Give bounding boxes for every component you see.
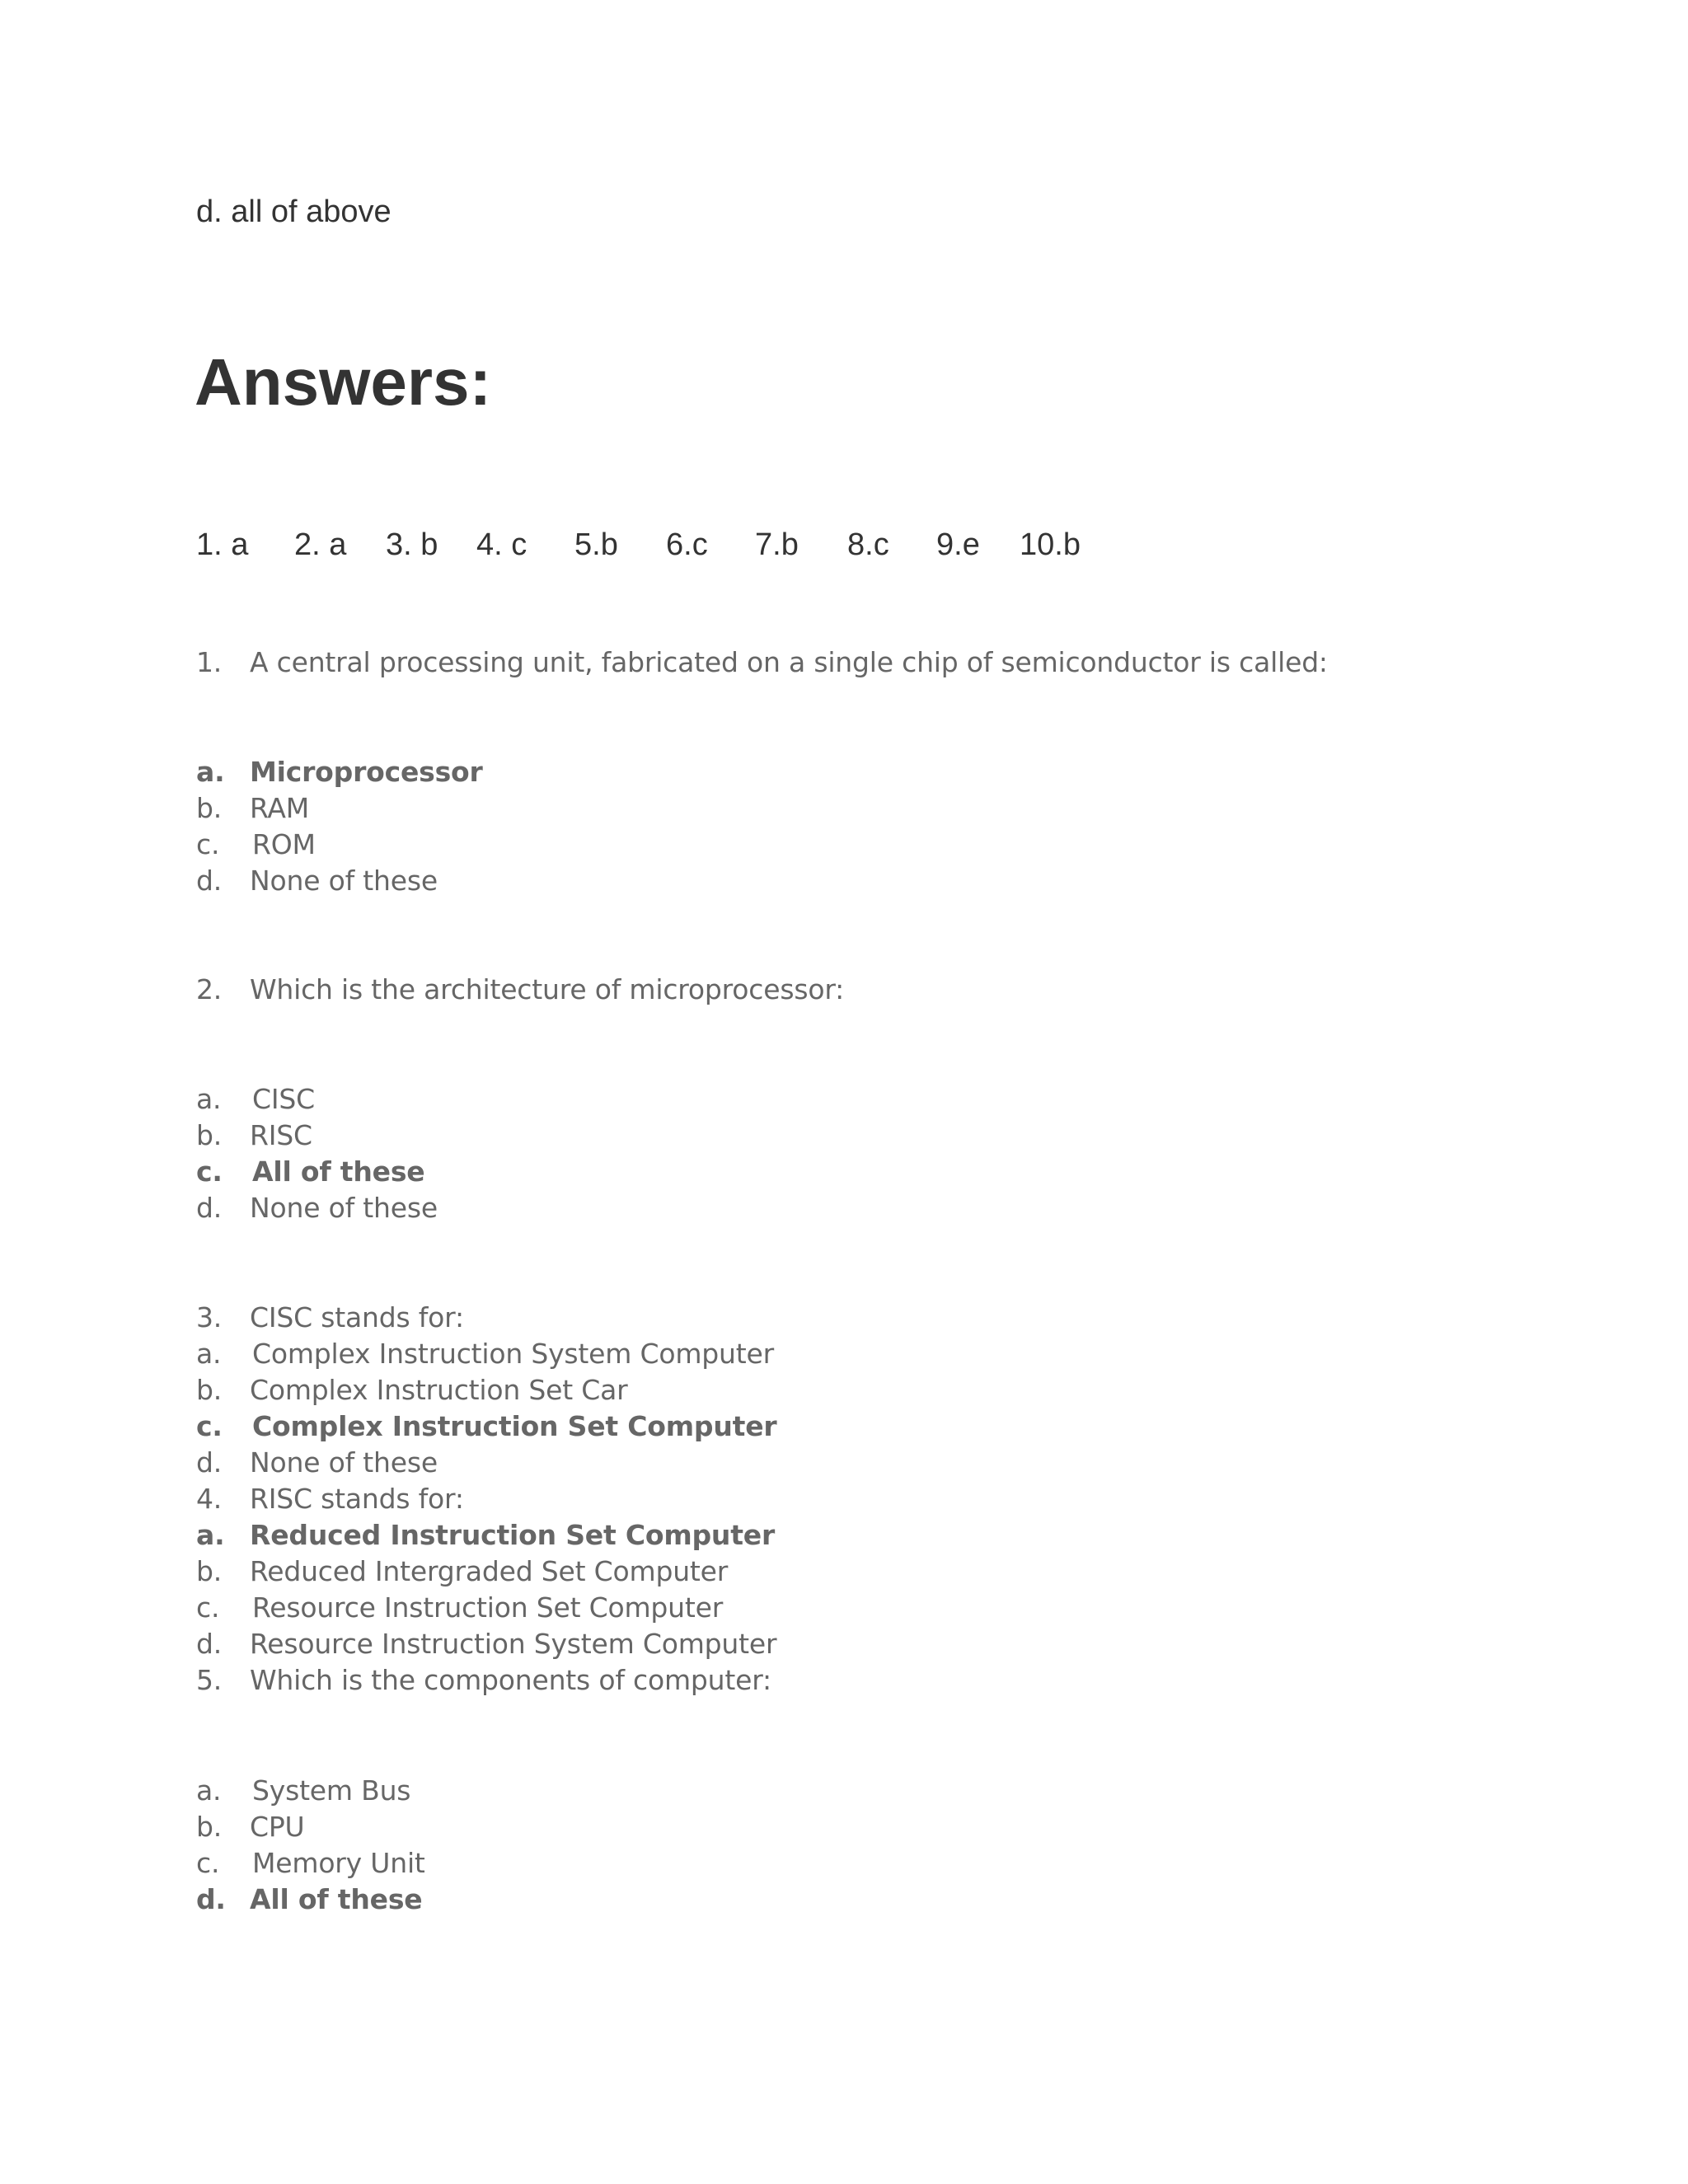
option-marker: b. (196, 792, 223, 824)
option-text: Complex Instruction Set Computer (252, 1410, 777, 1442)
option-marker: a. (196, 1083, 222, 1115)
option-marker: a. (196, 756, 225, 788)
option-text: None of these (250, 865, 438, 897)
option-marker: c. (196, 1591, 220, 1624)
option-text: Memory Unit (252, 1847, 425, 1879)
question-text: A central processing unit, fabricated on a single chip of semiconductor is called: (250, 646, 1328, 678)
option-marker: b. (196, 1555, 223, 1587)
option-marker: b. (196, 1374, 223, 1406)
option-text: RAM (250, 792, 310, 824)
question-number: 2. (196, 973, 223, 1005)
answer-key-item: 2. a (294, 527, 347, 562)
answer-key-item: 5.b (574, 527, 618, 562)
option-marker: c. (196, 1410, 223, 1442)
option-text: Complex Instruction System Computer (252, 1338, 774, 1370)
answer-key-item: 4. c (476, 527, 528, 562)
question-number: 3. (196, 1301, 223, 1333)
answer-key-item: 6.c (666, 527, 708, 562)
option-marker: c. (196, 1155, 223, 1188)
question-text: RISC stands for: (250, 1483, 464, 1515)
question-text: Which is the components of computer: (250, 1664, 771, 1696)
option-text: System Bus (252, 1774, 411, 1807)
option-text: RISC (250, 1119, 312, 1151)
question-number: 1. (196, 646, 223, 678)
option-marker: a. (196, 1519, 225, 1551)
question-text: CISC stands for: (250, 1301, 464, 1333)
question-number: 5. (196, 1664, 223, 1696)
option-marker: b. (196, 1119, 223, 1151)
option-text: All of these (252, 1155, 425, 1188)
option-marker: d. (196, 1192, 223, 1224)
option-marker: d. (196, 1446, 223, 1479)
option-text: Microprocessor (250, 756, 483, 788)
option-text: Resource Instruction Set Computer (252, 1591, 724, 1624)
option-text: Reduced Intergraded Set Computer (250, 1555, 729, 1587)
option-text: CISC (252, 1083, 315, 1115)
option-marker: d. (196, 1883, 226, 1915)
answer-key-item: 1. a (196, 527, 249, 562)
leading-option-text: d. all of above (196, 194, 392, 229)
option-text: CPU (250, 1811, 305, 1843)
option-text: Reduced Instruction Set Computer (250, 1519, 776, 1551)
option-marker: d. (196, 865, 223, 897)
answer-key-item: 3. b (386, 527, 438, 562)
option-text: None of these (250, 1192, 438, 1224)
option-text: Resource Instruction System Computer (250, 1628, 777, 1660)
option-text: All of these (250, 1883, 423, 1915)
answer-key-item: 10.b (1020, 527, 1081, 562)
option-marker: d. (196, 1628, 223, 1660)
option-marker: c. (196, 828, 220, 860)
question-text: Which is the architecture of microprocessor: (250, 973, 845, 1005)
option-text: None of these (250, 1446, 438, 1479)
question-number: 4. (196, 1483, 223, 1515)
answers-heading: Answers: (195, 345, 492, 419)
answer-key-item: 8.c (847, 527, 889, 562)
option-text: ROM (252, 828, 316, 860)
option-marker: b. (196, 1811, 223, 1843)
option-marker: a. (196, 1338, 222, 1370)
option-marker: a. (196, 1774, 222, 1807)
answer-key-item: 7.b (755, 527, 799, 562)
option-text: Complex Instruction Set Car (250, 1374, 628, 1406)
option-marker: c. (196, 1847, 220, 1879)
answer-key-item: 9.e (936, 527, 980, 562)
